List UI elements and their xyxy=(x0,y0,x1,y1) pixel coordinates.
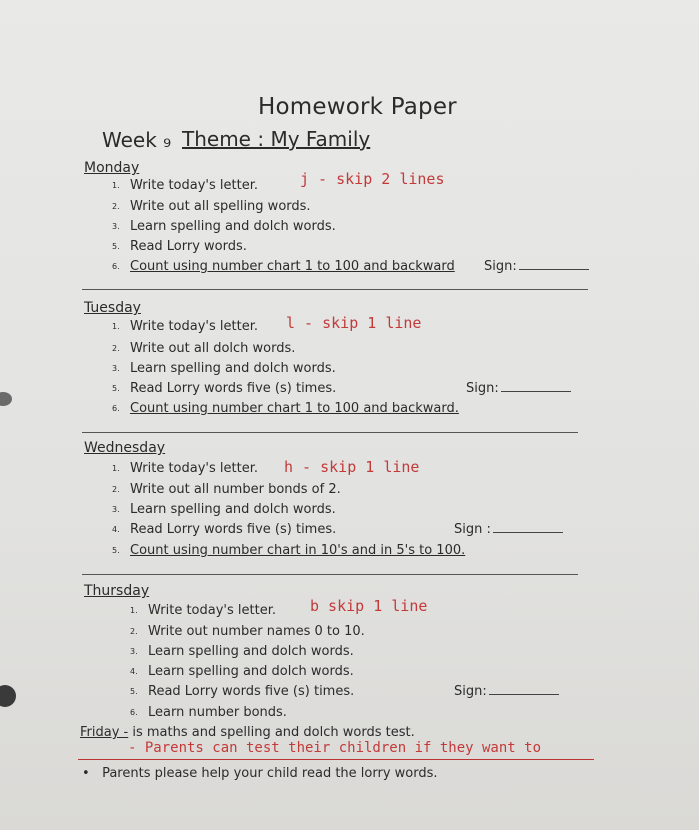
tuesday-item-3: 3. Learn spelling and dolch words. xyxy=(112,361,336,376)
divider xyxy=(82,432,578,433)
tuesday-item-2: 2. Write out all dolch words. xyxy=(112,341,296,356)
day-thursday: Thursday xyxy=(84,583,150,599)
divider xyxy=(78,759,594,760)
monday-item-2: 2. Write out all spelling words. xyxy=(112,199,311,214)
wednesday-item-5: 5. Count using number chart in 10's and in 5's to 100. xyxy=(112,543,466,558)
thursday-item-5: 5. Read Lorry words five (s) times. xyxy=(130,684,355,699)
page-title: Homework Paper xyxy=(258,94,457,120)
monday-item-4: 5. Read Lorry words. xyxy=(112,239,247,254)
divider xyxy=(82,289,588,290)
monday-note: j - skip 2 lines xyxy=(300,170,445,188)
thursday-item-6: 6. Learn number bonds. xyxy=(130,705,287,720)
tuesday-note: l - skip 1 line xyxy=(286,314,422,332)
thursday-item-4: 4. Learn spelling and dolch words. xyxy=(130,664,354,679)
day-wednesday: Wednesday xyxy=(84,440,166,456)
monday-item-3: 3. Learn spelling and dolch words. xyxy=(112,219,336,234)
thursday-sign: Sign: xyxy=(454,684,559,699)
footer-note: • Parents please help your child read the lorry words. xyxy=(82,766,438,781)
thursday-item-1: 1. Write today's letter. xyxy=(130,603,276,618)
punch-hole xyxy=(0,685,16,707)
thursday-item-2: 2. Write out number names 0 to 10. xyxy=(130,624,365,639)
week-label: Week ₉ xyxy=(102,128,172,152)
friday-line: Friday - is maths and spelling and dolch words test. xyxy=(80,725,415,740)
wednesday-item-2: 2. Write out all number bonds of 2. xyxy=(112,482,341,497)
wednesday-item-1: 1. Write today's letter. xyxy=(112,461,258,476)
tuesday-item-4: 5. Read Lorry words five (s) times. xyxy=(112,381,337,396)
monday-sign: Sign: xyxy=(484,259,589,274)
monday-item-5: 6. Count using number chart 1 to 100 and backward xyxy=(112,259,455,274)
monday-item-1: 1. Write today's letter. xyxy=(112,178,258,193)
wednesday-note: h - skip 1 line xyxy=(284,458,420,476)
thursday-note: b skip 1 line xyxy=(310,597,428,615)
wednesday-sign: Sign : xyxy=(454,522,563,537)
tuesday-item-5: 6. Count using number chart 1 to 100 and backward. xyxy=(112,401,459,416)
theme-label: Theme : My Family xyxy=(182,127,371,151)
wednesday-item-4: 4. Read Lorry words five (s) times. xyxy=(112,522,337,537)
friday-note: - Parents can test their children if they want to xyxy=(128,740,542,756)
day-monday: Monday xyxy=(84,160,140,176)
punch-hole xyxy=(0,392,12,406)
tuesday-item-1: 1. Write today's letter. xyxy=(112,319,258,334)
day-tuesday: Tuesday xyxy=(84,300,141,316)
wednesday-item-3: 3. Learn spelling and dolch words. xyxy=(112,502,336,517)
tuesday-sign: Sign: xyxy=(466,381,571,396)
thursday-item-3: 3. Learn spelling and dolch words. xyxy=(130,644,354,659)
divider xyxy=(82,574,578,575)
